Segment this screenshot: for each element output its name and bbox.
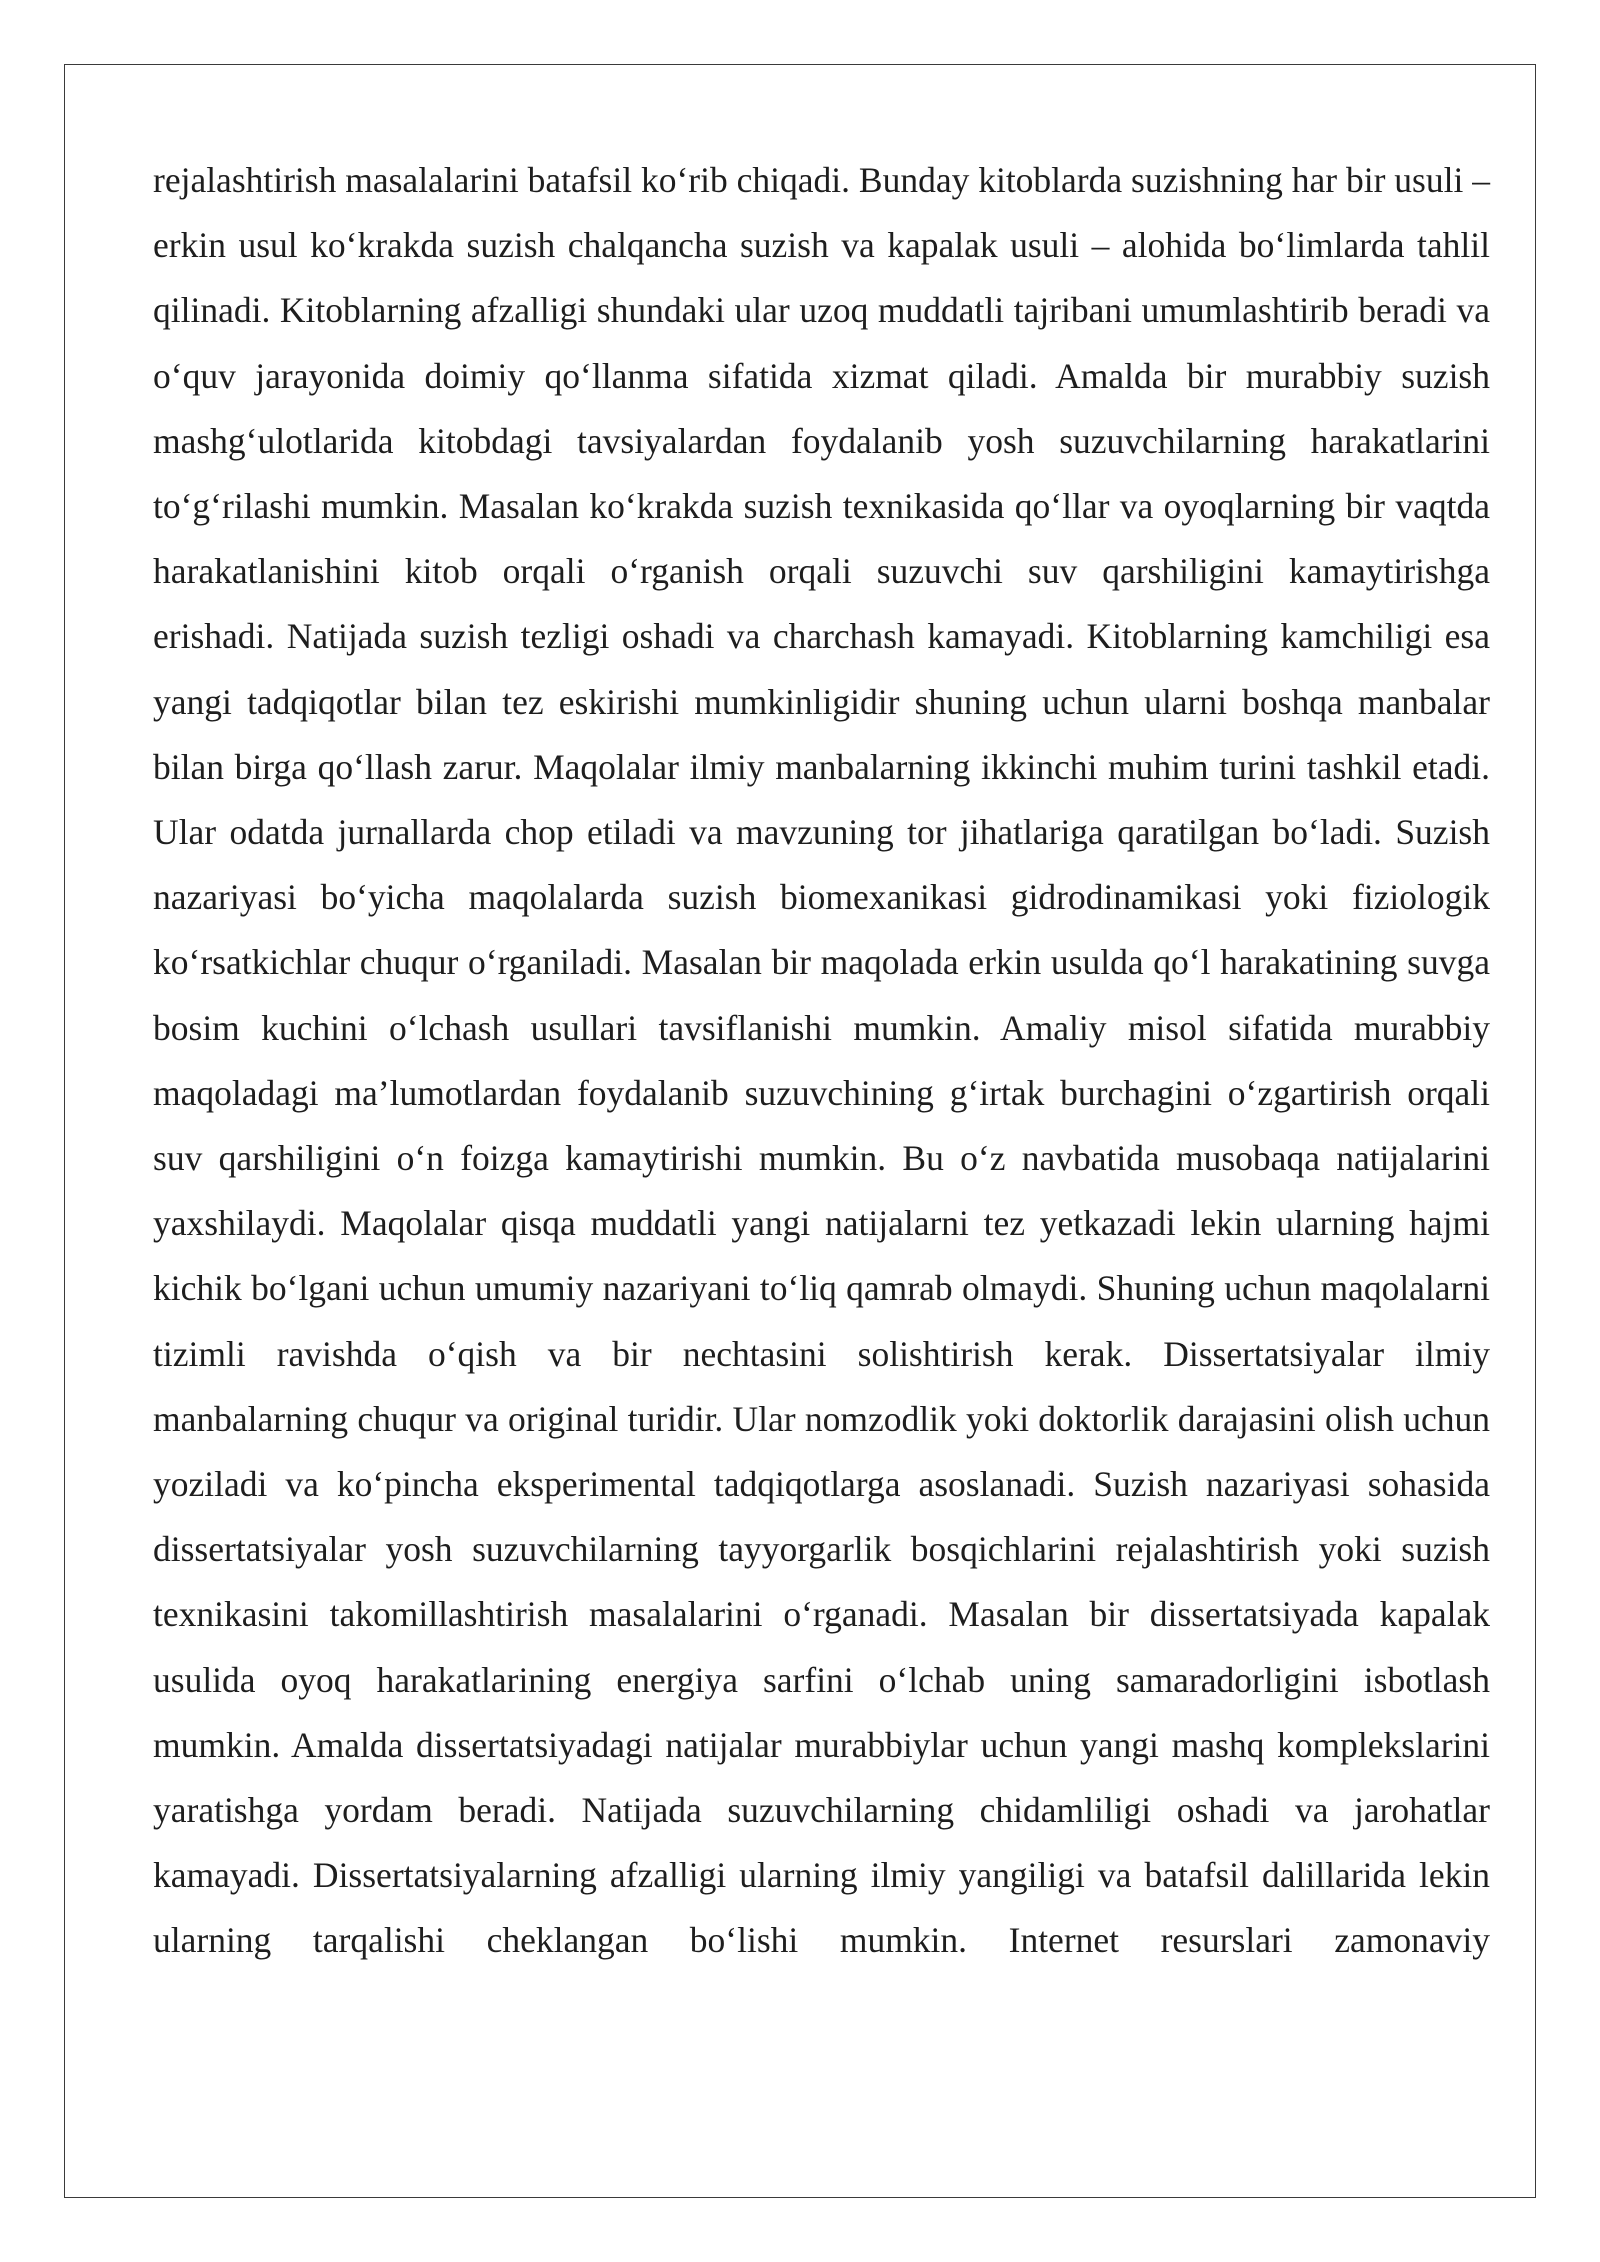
body-paragraph: rejalashtirish masalalarini batafsil ko‘rib chiqadi. Bunday kitoblarda suzishning har bir usuli – erkin usul ko‘krakda suzish chalqancha suzish va kapalak usuli – alohida bo‘limlarda tahlil qilinadi. Kitoblarning afzalligi shundaki ular uzoq muddatli tajribani umumlashtirib beradi va o‘quv jarayonida doimiy qo‘llanma sifatida xizmat qiladi. Amalda bir murabbiy suzish mashg‘ulotlarida kitobdagi tavsiyalardan foydalanib yosh suzuvchilarning harakatlarini to‘g‘rilashi mumkin. Masalan ko‘krakda suzish texnikasida qo‘llar va oyoqlarning bir vaqtda harakatlanishini kitob orqali o‘rganish orqali suzuvchi suv qarshiligini kamaytirishga erishadi. Natijada suzish tezligi oshadi va charchash kamayadi. Kitoblarning kamchiligi esa yangi tadqiqotlar bilan tez eskirishi mumkinligidir shuning uchun ularni boshqa manbalar bilan birga qo‘llash zarur. Maqolalar ilmiy manbalarning ikkinchi muhim turini tashkil etadi. Ular odatda jurnallarda chop etiladi va mavzuning tor jihatlariga qaratilgan bo‘ladi. Suzish nazariyasi bo‘yicha maqolalarda suzish biomexanikasi gidrodinamikasi yoki fiziologik ko‘rsatkichlar chuqur o‘rganiladi. Masalan bir maqolada erkin usulda qo‘l harakatining suvga bosim kuchini o‘lchash usullari tavsiflanishi mumkin. Amaliy misol sifatida murabbiy maqoladagi ma’lumotlardan foydalanib suzuvchining g‘irtak burchagini o‘zgartirish orqali suv qarshiligini o‘n foizga kamaytirishi mumkin. Bu o‘z navbatida musobaqa natijalarini yaxshilaydi. Maqolalar qisqa muddatli yangi natijalarni tez yetkazadi lekin ularning hajmi kichik bo‘lgani uchun umumiy nazariyani to‘liq qamrab olmaydi. Shuning uchun maqolalarni tizimli ravishda o‘qish va bir nechtasini solishtirish kerak. Dissertatsiyalar ilmiy manbalarning chuqur va original turidir. Ular nomzodlik yoki doktorlik darajasini olish uchun yoziladi va ko‘pincha eksperimental tadqiqotlarga asoslanadi. Suzish nazariyasi sohasida dissertatsiyalar yosh suzuvchilarning tayyorgarlik bosqichlarini rejalashtirish yoki suzish texnikasini takomillashtirish masalalarini o‘rganadi. Masalan bir dissertatsiyada kapalak usulida oyoq harakatlarining energiya sarfini o‘lchab uning samaradorligini isbotlash mumkin. Amalda dissertatsiyadagi natijalar murabbiylar uchun yangi mashq komplekslarini yaratishga yordam beradi. Natijada suzuvchilarning chidamliligi oshadi va jarohatlar kamayadi. Dissertatsiyalarning afzalligi ularning ilmiy yangiligi va batafsil dalillarida lekin ularning tarqalishi cheklangan bo‘lishi mumkin. Internet resurslari zamonaviy (153, 160, 1490, 1961)
